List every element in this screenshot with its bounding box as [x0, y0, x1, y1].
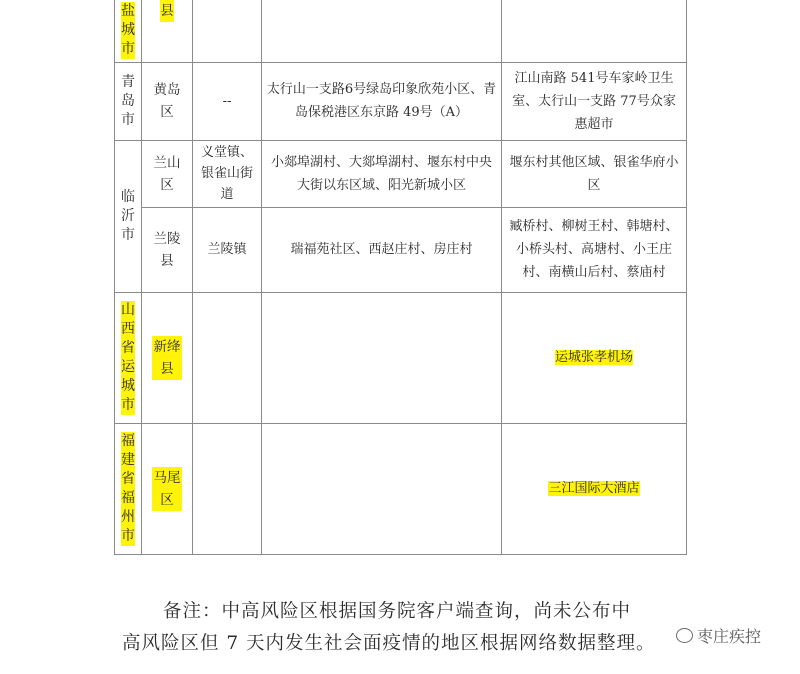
low-risk-cell: 堰东村其他区域、银雀华府小区	[502, 140, 687, 207]
town-cell: 兰陵镇	[193, 207, 262, 292]
table-row	[115, 292, 687, 423]
county-cell: 兰陵县	[142, 207, 193, 292]
note-line-2: 高风险区但 7 天内发生社会面疫情的地区根据网络数据整理。	[122, 633, 656, 654]
county-cell: 兰山区	[142, 140, 193, 207]
mid-risk-cell: 瑞福苑社区、西赵庄村、房庄村	[262, 207, 502, 292]
town-cell	[193, 0, 262, 62]
table-row	[115, 207, 687, 292]
county-cell: 黄岛区	[142, 62, 193, 140]
city-cell: 临沂市	[115, 140, 142, 292]
low-risk-cell	[502, 0, 687, 62]
table-row	[115, 0, 687, 62]
table-row	[115, 423, 687, 554]
mid-risk-cell	[262, 423, 502, 554]
low-risk-cell: 运城张孝机场	[502, 292, 687, 423]
table-row	[115, 62, 687, 140]
low-risk-cell: 三江国际大酒店	[502, 423, 687, 554]
mid-risk-cell	[262, 292, 502, 423]
town-cell: --	[193, 62, 262, 140]
city-cell: 福建省福州市	[115, 423, 142, 554]
table-row	[115, 140, 687, 207]
county-cell: 新绛县	[142, 292, 193, 423]
town-cell	[193, 292, 262, 423]
watermark	[676, 624, 761, 647]
city-cell: 青岛市	[115, 62, 142, 140]
risk-area-table	[114, 0, 687, 555]
mid-risk-cell: 太行山一支路6号绿岛印象欣苑小区、青岛保税港区东京路 49号（A）	[262, 62, 502, 140]
county-cell: 县	[142, 0, 193, 62]
town-cell	[193, 423, 262, 554]
low-risk-cell: 臧桥村、柳树王村、韩塘村、小桥头村、高塘村、小王庄村、南横山后村、蔡庙村	[502, 207, 687, 292]
watermark-text: 枣庄疾控	[697, 627, 762, 646]
note-line-1: 备注：中高风险区根据国务院客户端查询，尚未公布中	[163, 601, 632, 622]
county-cell: 马尾区	[142, 423, 193, 554]
city-cell: 山西省运城市	[115, 292, 142, 423]
wechat-icon	[676, 628, 693, 643]
town-cell: 义堂镇、银雀山街道	[193, 140, 262, 207]
mid-risk-cell	[262, 0, 502, 62]
low-risk-cell: 江山南路 541号车家岭卫生室、太行山一支路 77号众家惠超市	[502, 62, 687, 140]
mid-risk-cell: 小郯埠湖村、大郯埠湖村、堰东村中央大街以东区域、阳光新城小区	[262, 140, 502, 207]
city-cell: 盐城市	[115, 0, 142, 62]
